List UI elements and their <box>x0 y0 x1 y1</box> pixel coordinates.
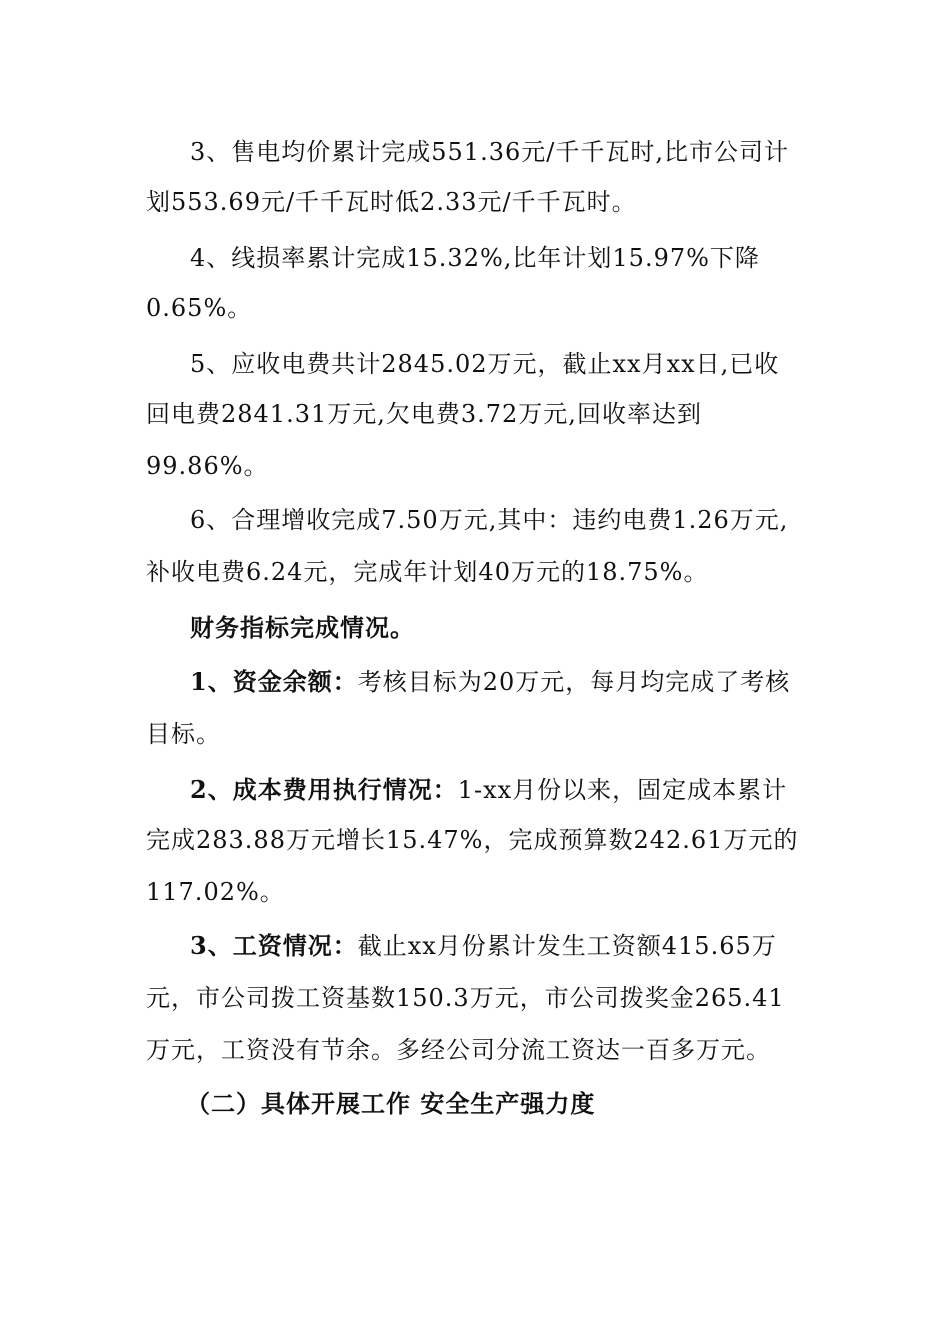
item-heading: 1、资金余额： <box>190 667 358 696</box>
item-heading: 2、成本费用执行情况： <box>190 775 458 804</box>
text-line <box>190 666 790 698</box>
text-line: 划553.69元/千千瓦时低2.33元/千千瓦时。 <box>146 188 637 216</box>
text-line <box>190 774 787 806</box>
section-heading: （二）具体开展工作 安全生产强力度 <box>186 1089 596 1118</box>
text-line: 目标。 <box>146 720 221 748</box>
item-heading: 3、工资情况： <box>190 931 358 960</box>
text-line: 补收电费6.24元，完成年计划40万元的18.75%。 <box>146 558 709 586</box>
text-line: 5、应收电费共计2845.02万元，截止xx月xx日,已收 <box>190 350 780 378</box>
text-line: 4、线损率累计完成15.32%,比年计划15.97%下降 <box>190 244 760 272</box>
text-line: 元，市公司拨工资基数150.3万元，市公司拨奖金265.41 <box>146 984 785 1012</box>
item-text: 截止xx月份累计发生工资额415.65万 <box>357 932 777 960</box>
text-line: 0.65%。 <box>146 294 253 322</box>
text-line <box>190 930 777 962</box>
text-line: 万元，工资没有节余。多经公司分流工资达一百多万元。 <box>146 1036 771 1064</box>
text-line: 3、售电均价累计完成551.36元/千千瓦时,比市公司计 <box>190 138 789 166</box>
text-line: 99.86%。 <box>146 452 269 480</box>
item-text: 1-xx月份以来，固定成本累计 <box>457 776 788 804</box>
text-line: 完成283.88万元增长15.47%，完成预算数242.61万元的 <box>146 826 799 854</box>
section-heading: 财务指标完成情况。 <box>190 613 415 642</box>
item-text: 考核目标为20万元，每月均完成了考核 <box>357 668 791 696</box>
text-line: 6、合理增收完成7.50万元,其中：违约电费1.26万元, <box>190 506 789 534</box>
text-line: 117.02%。 <box>146 878 285 906</box>
text-line: 回电费2841.31万元,欠电费3.72万元,回收率达到 <box>146 400 702 428</box>
